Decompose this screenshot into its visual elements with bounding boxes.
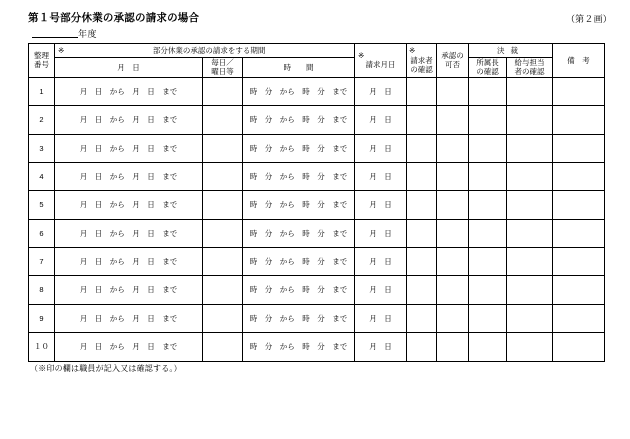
- row-kacho-confirm[interactable]: [469, 333, 507, 361]
- row-time[interactable]: 時 分 から 時 分 まで: [243, 106, 355, 134]
- header-remarks: [553, 44, 605, 78]
- table-header-row-1: [29, 44, 605, 58]
- row-remarks[interactable]: [553, 219, 605, 247]
- row-daily[interactable]: [203, 276, 243, 304]
- header-approval: [437, 44, 469, 78]
- page-title: 第１号部分休業の承認の請求の場合: [28, 12, 200, 24]
- row-kacho-confirm[interactable]: [469, 191, 507, 219]
- header-daily: [203, 58, 243, 78]
- row-daily[interactable]: [203, 106, 243, 134]
- row-daily[interactable]: [203, 304, 243, 332]
- row-period[interactable]: 月 日 から 月 日 まで: [55, 333, 203, 361]
- row-daily[interactable]: [203, 77, 243, 105]
- row-kacho-confirm[interactable]: [469, 248, 507, 276]
- row-salary-confirm[interactable]: [507, 134, 553, 162]
- row-claim-month[interactable]: 月 日: [355, 276, 407, 304]
- row-claim-month[interactable]: 月 日: [355, 304, 407, 332]
- row-approval[interactable]: [437, 191, 469, 219]
- row-salary-confirm[interactable]: [507, 106, 553, 134]
- row-claim-month[interactable]: 月 日: [355, 134, 407, 162]
- row-approval[interactable]: [437, 219, 469, 247]
- row-time[interactable]: 時 分 から 時 分 まで: [243, 248, 355, 276]
- row-approval[interactable]: [437, 106, 469, 134]
- row-time[interactable]: 時 分 から 時 分 まで: [243, 162, 355, 190]
- table-header-row-2: [29, 58, 605, 78]
- header-period-group: [55, 44, 355, 58]
- row-claim-month[interactable]: 月 日: [355, 219, 407, 247]
- row-salary-confirm[interactable]: [507, 219, 553, 247]
- row-claimant-confirm[interactable]: [407, 304, 437, 332]
- row-approval[interactable]: [437, 248, 469, 276]
- row-kacho-confirm[interactable]: [469, 162, 507, 190]
- table-row: [29, 248, 605, 276]
- header-kacho-confirm: [469, 58, 507, 78]
- row-salary-confirm[interactable]: [507, 304, 553, 332]
- table-row: [29, 276, 605, 304]
- row-claimant-confirm[interactable]: [407, 248, 437, 276]
- row-time[interactable]: 時 分 から 時 分 まで: [243, 276, 355, 304]
- table-row: [29, 134, 605, 162]
- request-table: [28, 43, 605, 362]
- row-remarks[interactable]: [553, 162, 605, 190]
- row-claimant-confirm[interactable]: [407, 276, 437, 304]
- row-claim-month[interactable]: 月 日: [355, 106, 407, 134]
- row-time[interactable]: 時 分 から 時 分 まで: [243, 219, 355, 247]
- header-time: [243, 58, 355, 78]
- header-seq-line1: 整理: [34, 51, 49, 60]
- header-decision-group: [469, 44, 553, 58]
- row-salary-confirm[interactable]: [507, 77, 553, 105]
- row-period[interactable]: 月 日 から 月 日 まで: [55, 248, 203, 276]
- row-seq: 2: [29, 106, 55, 134]
- row-claim-month[interactable]: 月 日: [355, 333, 407, 361]
- row-period[interactable]: 月 日 から 月 日 まで: [55, 106, 203, 134]
- table-row: [29, 191, 605, 219]
- header-claimant-mark: ※: [409, 46, 416, 56]
- row-claimant-confirm[interactable]: [407, 134, 437, 162]
- row-approval[interactable]: [437, 333, 469, 361]
- row-claimant-confirm[interactable]: [407, 77, 437, 105]
- header-daily-line1: 毎日／: [211, 58, 234, 67]
- row-period[interactable]: 月 日 から 月 日 まで: [55, 77, 203, 105]
- row-daily[interactable]: [203, 134, 243, 162]
- row-daily[interactable]: [203, 333, 243, 361]
- header-remarks-label: 備 考: [567, 55, 590, 65]
- header-kacho-line2: の確認: [476, 67, 499, 77]
- header-daily-line2: 曜日等: [211, 67, 234, 77]
- row-claimant-confirm[interactable]: [407, 333, 437, 361]
- row-time[interactable]: 時 分 から 時 分 まで: [243, 134, 355, 162]
- row-period[interactable]: 月 日 から 月 日 まで: [55, 134, 203, 162]
- page-number-label: （第２画）: [565, 14, 612, 24]
- header-time-label: 時 間: [283, 62, 314, 72]
- row-claimant-confirm[interactable]: [407, 106, 437, 134]
- row-kacho-confirm[interactable]: [469, 106, 507, 134]
- table-row: [29, 162, 605, 190]
- row-claim-month[interactable]: 月 日: [355, 191, 407, 219]
- row-seq: 5: [29, 191, 55, 219]
- header-approval-line2: 可否: [445, 60, 461, 70]
- row-kacho-confirm[interactable]: [469, 276, 507, 304]
- header-claim-month-label: 請求月日: [365, 60, 396, 70]
- table-row: [29, 304, 605, 332]
- table-row: [29, 106, 605, 134]
- row-claimant-confirm[interactable]: [407, 219, 437, 247]
- row-claim-month[interactable]: 月 日: [355, 77, 407, 105]
- row-period[interactable]: 月 日 から 月 日 まで: [55, 219, 203, 247]
- header-salary-line1: 給与担当: [514, 58, 545, 67]
- row-seq: 9: [29, 304, 55, 332]
- row-time[interactable]: 時 分 から 時 分 まで: [243, 304, 355, 332]
- row-kacho-confirm[interactable]: [469, 77, 507, 105]
- row-remarks[interactable]: [553, 276, 605, 304]
- row-seq: 6: [29, 219, 55, 247]
- row-time[interactable]: 時 分 から 時 分 まで: [243, 191, 355, 219]
- row-seq: 7: [29, 248, 55, 276]
- row-remarks[interactable]: [553, 191, 605, 219]
- row-period[interactable]: 月 日 から 月 日 まで: [55, 276, 203, 304]
- row-period[interactable]: 月 日 から 月 日 まで: [55, 162, 203, 190]
- header-salary-confirm: [507, 58, 553, 78]
- row-seq: 1: [29, 77, 55, 105]
- row-seq: 3: [29, 134, 55, 162]
- row-period[interactable]: 月 日 から 月 日 まで: [55, 191, 203, 219]
- row-time[interactable]: 時 分 から 時 分 まで: [243, 77, 355, 105]
- header-approval-line1: 承認の: [441, 51, 464, 60]
- row-daily[interactable]: [203, 219, 243, 247]
- header-claimant-line2: の確認: [410, 65, 433, 75]
- row-kacho-confirm[interactable]: [469, 219, 507, 247]
- row-approval[interactable]: [437, 77, 469, 105]
- row-kacho-confirm[interactable]: [469, 304, 507, 332]
- row-remarks[interactable]: [553, 304, 605, 332]
- row-salary-confirm[interactable]: [507, 333, 553, 361]
- header-seq: [29, 44, 55, 78]
- table-row: [29, 333, 605, 361]
- header-period-mark: ※: [58, 45, 65, 55]
- table-row: [29, 77, 605, 105]
- row-approval[interactable]: [437, 276, 469, 304]
- fiscal-year-blank[interactable]: [32, 28, 78, 38]
- row-claim-month[interactable]: 月 日: [355, 162, 407, 190]
- table-head: [29, 44, 605, 78]
- header-month-day: [55, 58, 203, 78]
- row-approval[interactable]: [437, 304, 469, 332]
- row-salary-confirm[interactable]: [507, 276, 553, 304]
- fiscal-year-field: [32, 27, 612, 40]
- row-remarks[interactable]: [553, 248, 605, 276]
- table-row: [29, 219, 605, 247]
- row-claim-month[interactable]: 月 日: [355, 248, 407, 276]
- header-seq-line2: 番号: [34, 60, 49, 70]
- row-salary-confirm[interactable]: [507, 248, 553, 276]
- table-body: [29, 77, 605, 361]
- row-seq: 4: [29, 162, 55, 190]
- row-daily[interactable]: [203, 191, 243, 219]
- header-claimant-confirm: [407, 44, 437, 78]
- header-salary-line2: 者の確認: [514, 67, 545, 77]
- row-salary-confirm[interactable]: [507, 191, 553, 219]
- row-remarks[interactable]: [553, 106, 605, 134]
- document-header: [28, 10, 612, 25]
- row-approval[interactable]: [437, 162, 469, 190]
- row-time[interactable]: 時 分 から 時 分 まで: [243, 333, 355, 361]
- footnote: （※印の欄は職員が記入又は確認する。）: [30, 363, 182, 373]
- header-claim-month: [355, 44, 407, 78]
- header-month-day-label: 月 日: [117, 62, 140, 72]
- header-claim-month-mark: ※: [358, 51, 365, 60]
- row-kacho-confirm[interactable]: [469, 134, 507, 162]
- header-decision-label: 決裁: [497, 45, 525, 55]
- row-daily[interactable]: [203, 248, 243, 276]
- row-remarks[interactable]: [553, 134, 605, 162]
- header-kacho-line1: 所属長: [476, 58, 499, 67]
- row-seq: １０: [29, 333, 55, 361]
- fiscal-year-label: 年度: [78, 29, 98, 39]
- row-approval[interactable]: [437, 134, 469, 162]
- row-remarks[interactable]: [553, 77, 605, 105]
- header-period-title: 部分休業の承認の請求をする期間: [152, 45, 266, 55]
- row-claimant-confirm[interactable]: [407, 191, 437, 219]
- header-claimant-line1: 請求者: [410, 55, 433, 65]
- row-seq: 8: [29, 276, 55, 304]
- row-salary-confirm[interactable]: [507, 162, 553, 190]
- row-claimant-confirm[interactable]: [407, 162, 437, 190]
- row-daily[interactable]: [203, 162, 243, 190]
- row-period[interactable]: 月 日 から 月 日 まで: [55, 304, 203, 332]
- row-remarks[interactable]: [553, 333, 605, 361]
